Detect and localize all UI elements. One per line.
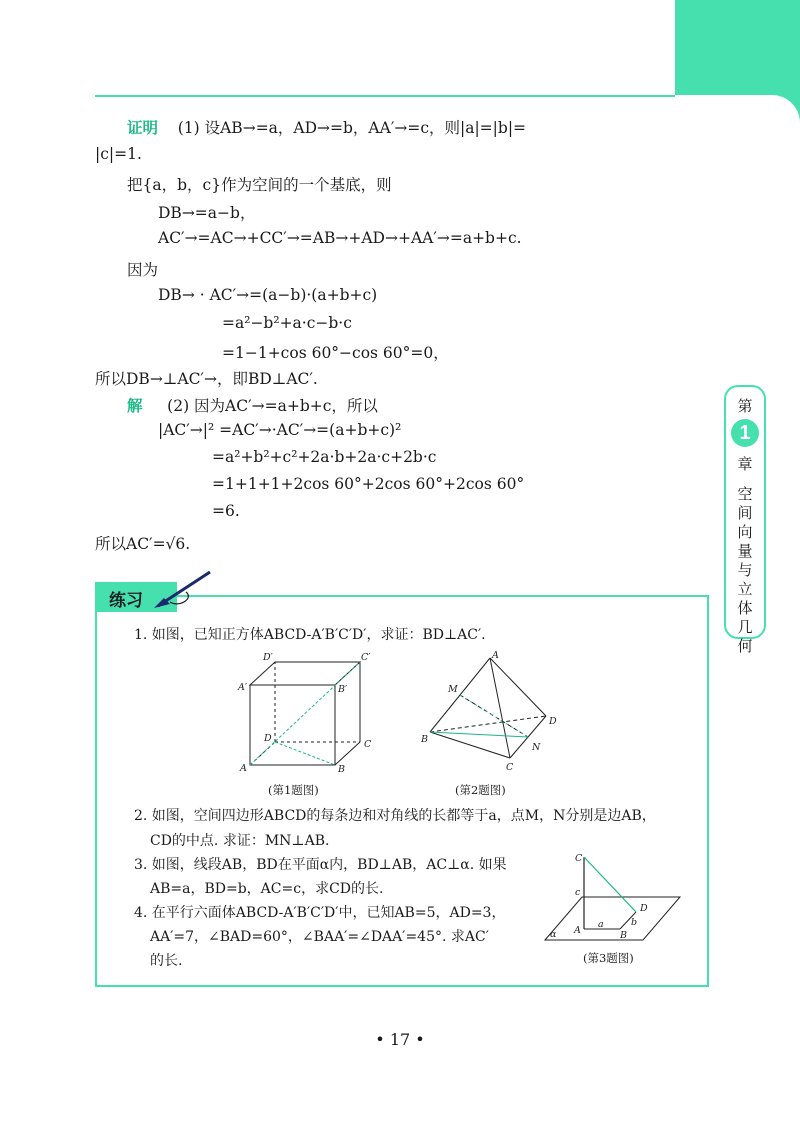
proof-text-1: (1) 设AB→=a，AD→=b，AA′→=c，则|a|=|b|= (177, 119, 527, 137)
proof-line-8: =a²−b²+a·c−b·c (222, 314, 352, 332)
practice-title: 练习 (109, 591, 143, 611)
plane-label: D (640, 903, 648, 914)
plane-label: B (620, 930, 627, 941)
tetra-label: D (549, 716, 557, 727)
proof-line-7: DB→ · AC′→=(a−b)·(a+b+c) (158, 286, 378, 304)
exercise-4-line-3: 的长. (150, 953, 183, 969)
chapter-title (726, 485, 764, 656)
plane-figure (540, 845, 690, 945)
chapter-title-char: 向 (737, 523, 753, 541)
plane-label: A (574, 925, 581, 936)
caption-figure-3: (第3题图) (583, 951, 634, 965)
exercise-2-line-1: 2. 如图，空间四边形ABCD的每条边和对角线的长都等于a，点M，N分别是边AB， (134, 808, 656, 824)
page-number: • 17 • (375, 1030, 425, 1049)
proof-line-9: =1−1+cos 60°−cos 60°=0， (222, 344, 449, 362)
cube-figure (230, 650, 380, 780)
chapter-title-char: 与 (737, 561, 753, 579)
chapter-title-char: 何 (737, 637, 753, 655)
cube-label: A′ (238, 682, 248, 693)
plane-label: c (575, 887, 581, 898)
tetra-label: M (448, 684, 458, 695)
exercise-3-line-1: 3. 如图，线段AB，BD在平面α内，BD⊥AB，AC⊥α. 如果 (134, 857, 507, 873)
cube-label: C′ (361, 652, 371, 663)
pen-icon (150, 568, 220, 614)
solve-label: 解 (127, 397, 143, 415)
exercise-2-line-2: CD的中点. 求证：MN⊥AB. (150, 833, 330, 849)
solve-line-4: =1+1+1+2cos 60°+2cos 60°+2cos 60° (212, 475, 525, 493)
cube-label: D′ (263, 652, 273, 663)
caption-figure-2: (第2题图) (455, 783, 506, 797)
proof-line-10: 所以DB→⊥AC′→，即BD⊥AC′. (95, 370, 318, 388)
exercise-4-line-2: AA′=7，∠BAD=60°，∠BAA′=∠DAA′=45°. 求AC′ (150, 929, 489, 945)
solve-line-6: 所以AC′=√6. (95, 535, 191, 553)
plane-label: a (598, 919, 604, 930)
page-corner-cutout (640, 95, 800, 255)
chapter-prefix: 第 (737, 397, 753, 415)
caption-figure-1: (第1题图) (268, 783, 319, 797)
chapter-title-char: 体 (737, 599, 753, 617)
chapter-side-tab (724, 385, 766, 655)
exercise-1: 1. 如图，已知正方体ABCD-A′B′C′D′，求证：BD⊥AC′. (134, 627, 486, 643)
tetra-label: B (421, 734, 428, 745)
solve-line-3: =a²+b²+c²+2a·b+2a·c+2b·c (212, 448, 437, 466)
solve-text-1: (2) 因为AC′→=a+b+c，所以 (167, 397, 378, 415)
solve-line-5: =6. (212, 502, 240, 520)
plane-label: b (631, 917, 638, 928)
exercise-4-line-1: 4. 在平行六面体ABCD-A′B′C′D′中，已知AB=5，AD=3， (134, 905, 506, 921)
cube-label: A (240, 763, 247, 774)
cube-label: B (338, 764, 345, 775)
tetra-label: N (532, 742, 541, 753)
exercise-3-line-2: AB=a，BD=b，AC=c，求CD的长. (150, 881, 384, 897)
tetrahedron-figure (418, 646, 568, 776)
chapter-title-char: 空 (737, 485, 753, 503)
cube-label: C (364, 739, 372, 750)
tetra-label: A (492, 650, 499, 661)
proof-line-1 (127, 116, 526, 138)
plane-label: C (575, 853, 583, 864)
header-rule (95, 95, 675, 97)
cube-label: D (264, 733, 272, 744)
chapter-suffix: 章 (737, 455, 753, 473)
chapter-number-badge: 1 (731, 419, 759, 447)
chapter-title-char: 量 (737, 542, 753, 560)
proof-label: 证明 (127, 119, 159, 137)
solve-line-1 (127, 394, 378, 416)
cube-label: B′ (338, 684, 348, 695)
proof-line-4: DB→=a−b， (158, 204, 256, 222)
proof-line-5: AC′→=AC→+CC′→=AB→+AD→+AA′→=a+b+c. (158, 229, 522, 247)
tetra-label: C (506, 762, 514, 773)
chapter-title-char: 立 (737, 580, 753, 598)
chapter-title-char: 间 (737, 504, 753, 522)
proof-line-3: 把{a，b，c}作为空间的一个基底，则 (127, 176, 392, 194)
chapter-title-char: 几 (737, 618, 753, 636)
plane-label: α (550, 929, 557, 940)
proof-line-6: 因为 (127, 261, 159, 279)
solve-line-2: |AC′→|² =AC′→·AC′→=(a+b+c)² (158, 421, 402, 439)
proof-line-2: |c|=1. (95, 145, 142, 163)
